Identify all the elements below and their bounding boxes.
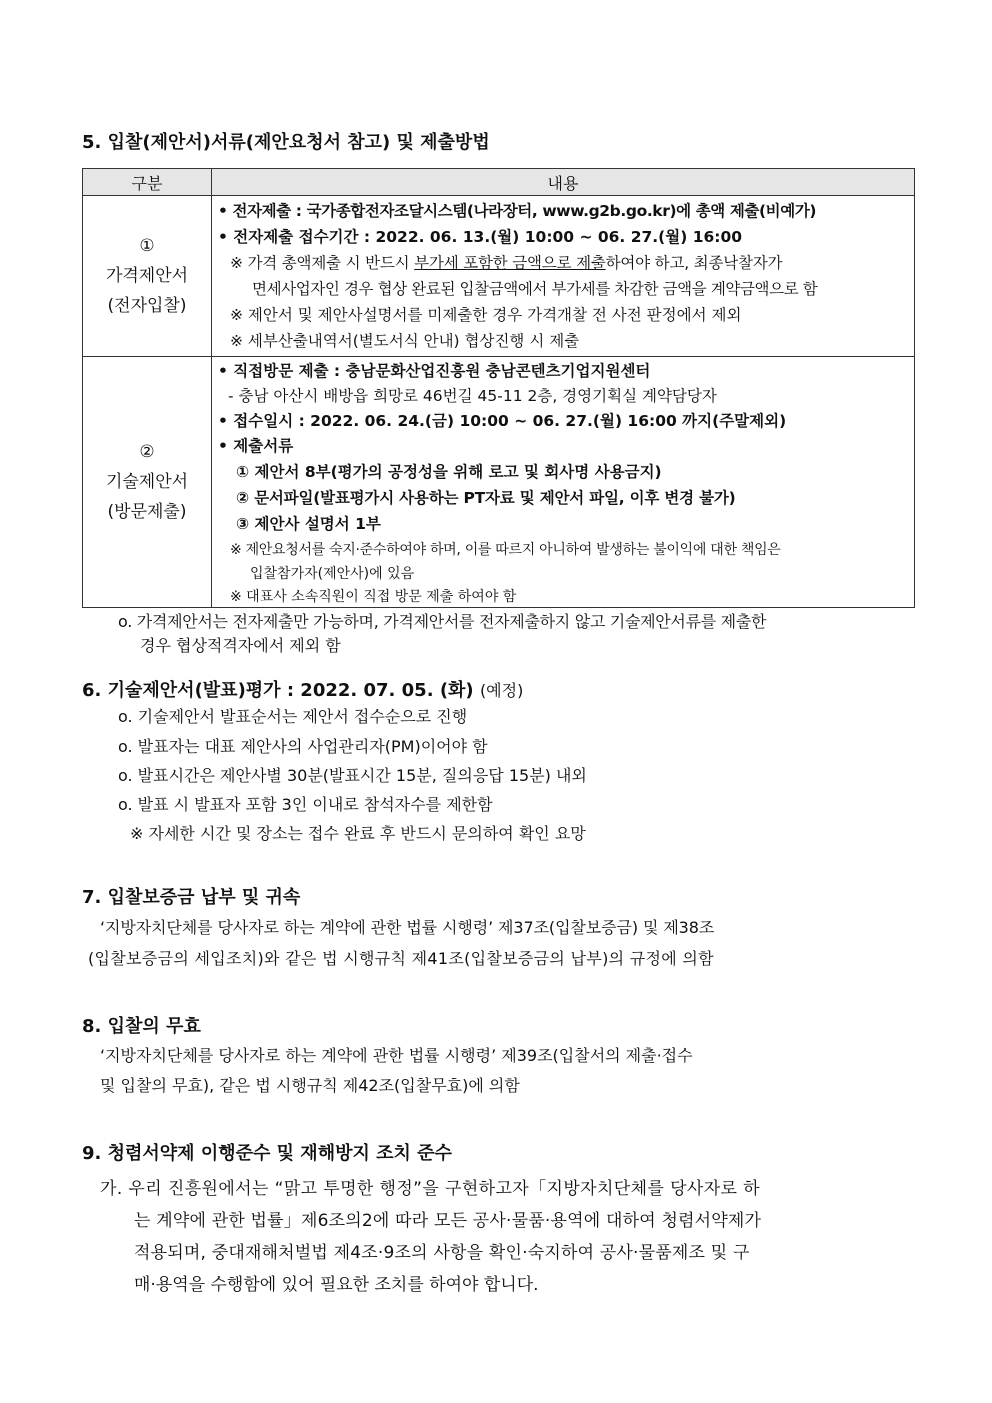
- content-line: • 접수일시 : 2022. 06. 24.(금) 10:00 ~ 06. 27.(월) 16:00 까지(주말제외): [218, 412, 787, 430]
- section-8-paragraph: ‘지방자치단체를 당사자로 하는 계약에 관한 법률 시행령’ 제39조(입찰서의 제출·접수: [100, 1046, 693, 1065]
- section-7-paragraph-cont: (입찰보증금의 세입조치)와 같은 법 시행규칙 제41조(입찰보증금의 납부)의 규정에 의함: [88, 949, 714, 968]
- section-7-paragraph: ‘지방자치단체를 당사자로 하는 계약에 관한 법률 시행령’ 제37조(입찰보증금) 및 제38조: [100, 918, 715, 937]
- section-7-heading: 7. 입찰보증금 납부 및 귀속: [82, 887, 301, 908]
- content-line: - 충남 아산시 배방읍 희망로 46번길 45-11 2층, 경영기획실 계약담당자: [228, 387, 717, 405]
- section-6-item: o. 발표시간은 제안사별 30분(발표시간 15분, 질의응답 15분) 내외: [118, 766, 587, 785]
- bid-documents-table: [82, 168, 915, 608]
- content-line: 입찰참가자(제안사)에 있음: [250, 566, 415, 582]
- content-line: ※ 제안요청서를 숙지·준수하여야 하며, 이를 따르지 아니하여 발생하는 불이익에 대한 책임은: [230, 542, 781, 558]
- row-method: (전자입찰): [107, 296, 187, 316]
- content-line: ③ 제안사 설명서 1부: [236, 515, 381, 533]
- section-9-paragraph-cont: 는 계약에 관한 법률」제6조의2에 따라 모든 공사·물품·용역에 대하여 청렴서약제가: [134, 1211, 762, 1231]
- section-6-note: ※ 자세한 시간 및 장소는 접수 완료 후 반드시 문의하여 확인 요망: [130, 824, 586, 843]
- section-5-heading: 5. 입찰(제안서)서류(제안요청서 참고) 및 제출방법: [82, 132, 490, 153]
- section-9-heading: 9. 청렴서약제 이행준수 및 재해방지 조치 준수: [82, 1143, 452, 1164]
- row-name: 가격제안서: [105, 266, 189, 286]
- section-6-item: o. 발표 시 발표자 포함 3인 이내로 참석자수를 제한함: [118, 795, 493, 814]
- section-5-note-cont: 경우 협상적격자에서 제외 함: [140, 636, 341, 655]
- column-header-content: 내용: [212, 169, 915, 196]
- section-9-paragraph-cont: 적용되며, 중대재해처벌법 제4조·9조의 사항을 확인·숙지하여 공사·물품제조 및 구: [134, 1243, 750, 1263]
- section-6-item: o. 기술제안서 발표순서는 제안서 접수순으로 진행: [118, 707, 468, 726]
- category-tech-proposal: [83, 357, 212, 608]
- row-method: (방문제출): [107, 502, 187, 522]
- section-8-paragraph-cont: 및 입찰의 무효), 같은 법 시행규칙 제42조(입찰무효)에 의함: [100, 1076, 520, 1095]
- content-line: • 직접방문 제출 : 충남문화산업진흥원 충남콘텐츠기업지원센터: [218, 362, 651, 380]
- table-row-price-proposal: [83, 196, 915, 357]
- content-line: ※ 제안서 및 제안사설명서를 미제출한 경우 가격개찰 전 사전 판정에서 제외: [230, 306, 742, 324]
- section-9-paragraph: 가. 우리 진흥원에서는 “맑고 투명한 행정”을 구현하고자「지방자치단체를 당사자로 하: [100, 1179, 760, 1199]
- content-line: ① 제안서 8부(평가의 공정성을 위해 로고 및 회사명 사용금지): [236, 463, 662, 481]
- table-header-row: [83, 169, 915, 196]
- section-5-note: o. 가격제안서는 전자제출만 가능하며, 가격제안서를 전자제출하지 않고 기술제안서류를 제출한: [118, 612, 767, 631]
- row-name: 기술제안서: [105, 472, 189, 492]
- content-line: • 전자제출 : 국가종합전자조달시스템(나라장터, www.g2b.go.kr)에 총액 제출(비예가): [218, 202, 817, 220]
- section-8-heading: 8. 입찰의 무효: [82, 1016, 201, 1037]
- row-number: ②: [139, 442, 155, 462]
- content-line: ② 문서파일(발표평가시 사용하는 PT자료 및 제안서 파일, 이후 변경 불가): [236, 489, 736, 507]
- row-number: ①: [139, 236, 155, 256]
- section-6-heading: 6. 기술제안서(발표)평가 : 2022. 07. 05. (화) (예정): [82, 680, 524, 701]
- content-line: ※ 세부산출내역서(별도서식 안내) 협상진행 시 제출: [230, 332, 580, 350]
- content-tech-proposal: [212, 357, 915, 608]
- section-9-paragraph-cont: 매·용역을 수행함에 있어 필요한 조치를 하여야 합니다.: [134, 1275, 539, 1295]
- content-line: ※ 대표사 소속직원이 직접 방문 제출 하여야 함: [230, 589, 517, 605]
- content-line: • 전자제출 접수기간 : 2022. 06. 13.(월) 10:00 ~ 06. 27.(월) 16:00: [218, 228, 743, 246]
- column-header-category: 구분: [83, 169, 212, 196]
- section-6-item: o. 발표자는 대표 제안사의 사업관리자(PM)이어야 함: [118, 737, 488, 756]
- table-row-tech-proposal: [83, 357, 915, 608]
- content-line: ※ 가격 총액제출 시 반드시 부가세 포함한 금액으로 제출하여야 하고, 최종낙찰자가: [230, 254, 783, 272]
- content-price-proposal: [212, 196, 915, 357]
- category-price-proposal: [83, 196, 212, 357]
- content-line: 면세사업자인 경우 협상 완료된 입찰금액에서 부가세를 차감한 금액을 계약금액으로 함: [252, 280, 818, 298]
- content-line: • 제출서류: [218, 437, 294, 455]
